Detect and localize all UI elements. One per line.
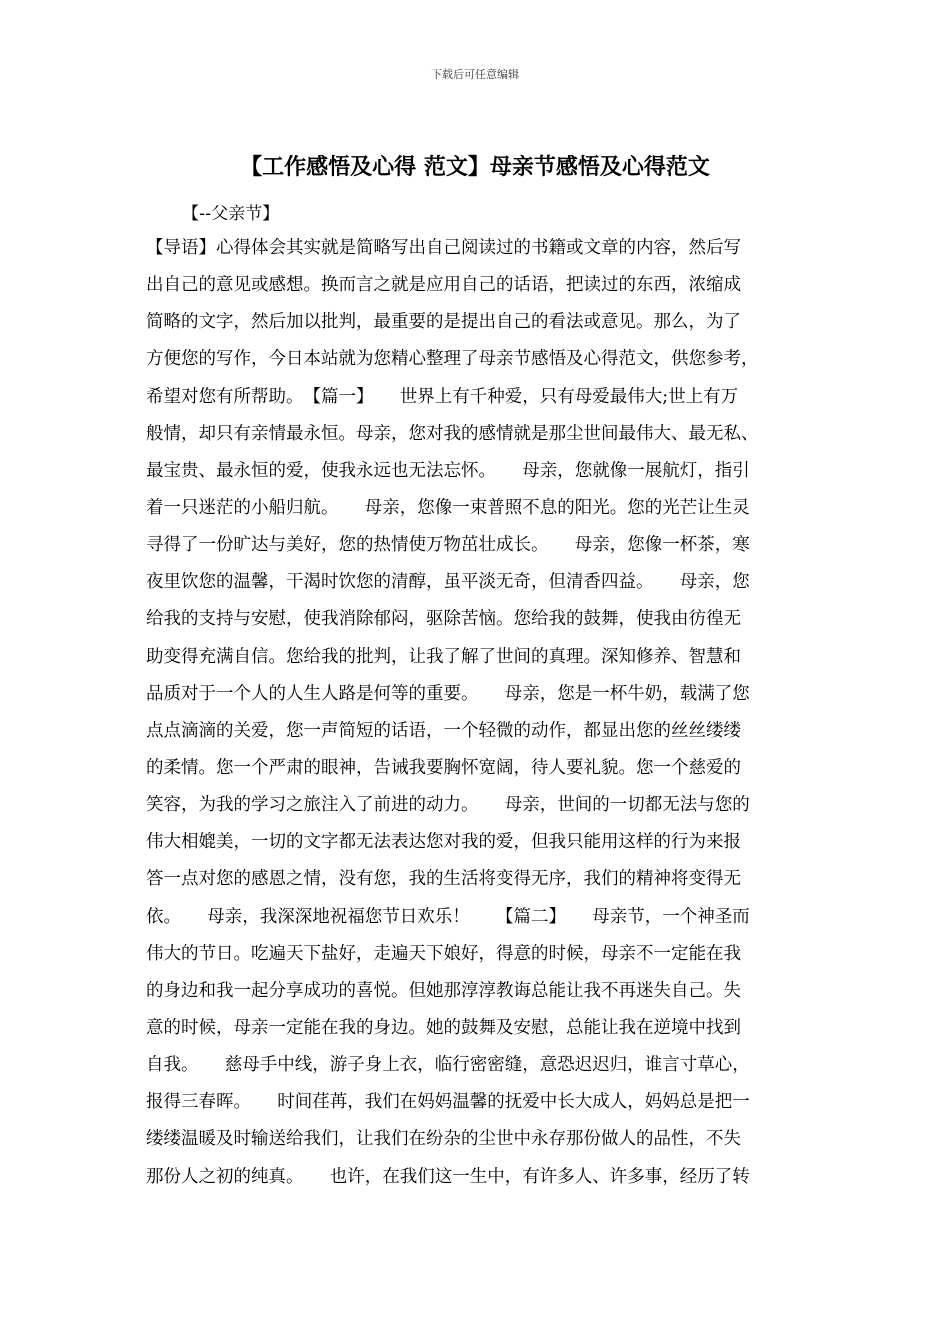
body-line: 夜里饮您的温馨，干渴时饮您的清醇，虽平淡无奇，但清香四益。 母亲，您: [146, 572, 750, 593]
body-line: 依。 母亲，我深深地祝福您节日欢乐！ 【篇二】 母亲节，一个神圣而: [146, 906, 750, 927]
page-title: 【工作感悟及心得 范文】母亲节感悟及心得范文: [240, 155, 710, 180]
body-line: 缕缕温暖及时输送给我们，让我们在纷杂的尘世中永存那份做人的品性，不失: [146, 1129, 741, 1150]
body-line: 品质对于一个人的人生人路是何等的重要。 母亲，您是一杯牛奶，载满了您: [146, 683, 750, 704]
body-line: 笑容，为我的学习之旅注入了前进的动力。 母亲，世间的一切都无法与您的: [146, 795, 750, 816]
body-line: 那份人之初的纯真。 也许，在我们这一生中，有许多人、许多事，经历了转: [146, 1166, 750, 1187]
body-line: 助变得充满自信。您给我的批判，让我了解了世间的真理。深知修养、智慧和: [146, 646, 741, 667]
body-line: 报得三春晖。 时间荏苒，我们在妈妈温馨的抚爱中长大成人，妈妈总是把一: [146, 1092, 750, 1113]
body-line: 希望对您有所帮助。 【篇一】 世界上有千种爱，只有母爱最伟大;世上有万: [146, 386, 739, 407]
body-line: 寻得了一份旷达与美好，您的热情使万物茁壮成长。 母亲，您像一杯茶，寒: [146, 535, 750, 556]
body-text: [146, 234, 826, 1200]
body-line: 伟大相媲美，一切的文字都无法表达您对我的爱，但我只能用这样的行为来报: [146, 832, 741, 853]
body-line: 着一只迷茫的小船归航。 母亲，您像一束普照不息的阳光。您的光芒让生灵: [146, 497, 750, 518]
body-line: 意的时候，母亲一定能在我的身边。她的鼓舞及安慰，总能让我在逆境中找到: [146, 1017, 741, 1038]
body-line: 自我。 慈母手中线，游子身上衣，临行密密缝，意恐迟迟归，谁言寸草心，: [146, 1055, 750, 1076]
body-line: 般情，却只有亲情最永恒。母亲，您对我的感情就是那尘世间最伟大、最无私、: [146, 423, 759, 444]
body-line: 方便您的写作，今日本站就为您精心整理了母亲节感悟及心得范文，供您参考，: [146, 349, 759, 370]
body-line: 的身边和我一起分享成功的喜悦。但她那淳淳教诲总能让我不再迷失自己。失: [146, 980, 741, 1001]
body-line: 点点滴滴的关爱，您一声简短的话语，一个轻微的动作，都显出您的丝丝缕缕: [146, 720, 741, 741]
body-line: 最宝贵、最永恒的爱，使我永远也无法忘怀。 母亲，您就像一展航灯，指引: [146, 460, 750, 481]
body-line: 简略的文字，然后加以批判，最重要的是提出自己的看法或意见。那么，为了: [146, 312, 741, 333]
subtitle: 【--父亲节】: [182, 204, 280, 224]
body-line: 的柔情。您一个严肃的眼神，告诫我要胸怀宽阔，待人要礼貌。您一个慈爱的: [146, 757, 741, 778]
body-line: 伟大的节日。吃遍天下盐好，走遍天下娘好，得意的时候，母亲不一定能在我: [146, 943, 741, 964]
body-line: 给我的支持与安慰，使我消除郁闷，驱除苦恼。您给我的鼓舞，使我由彷徨无: [146, 609, 741, 630]
body-line: 出自己的意见或感想。换而言之就是应用自己的话语，把读过的东西，浓缩成: [146, 275, 741, 296]
header-note: 下载后可任意编辑: [431, 68, 519, 81]
body-line: 【导语】心得体会其实就是简略写出自己阅读过的书籍或文章的内容，然后写: [146, 238, 741, 258]
body-line: 答一点对您的感恩之情，没有您，我的生活将变得无序，我们的精神将变得无: [146, 869, 741, 890]
